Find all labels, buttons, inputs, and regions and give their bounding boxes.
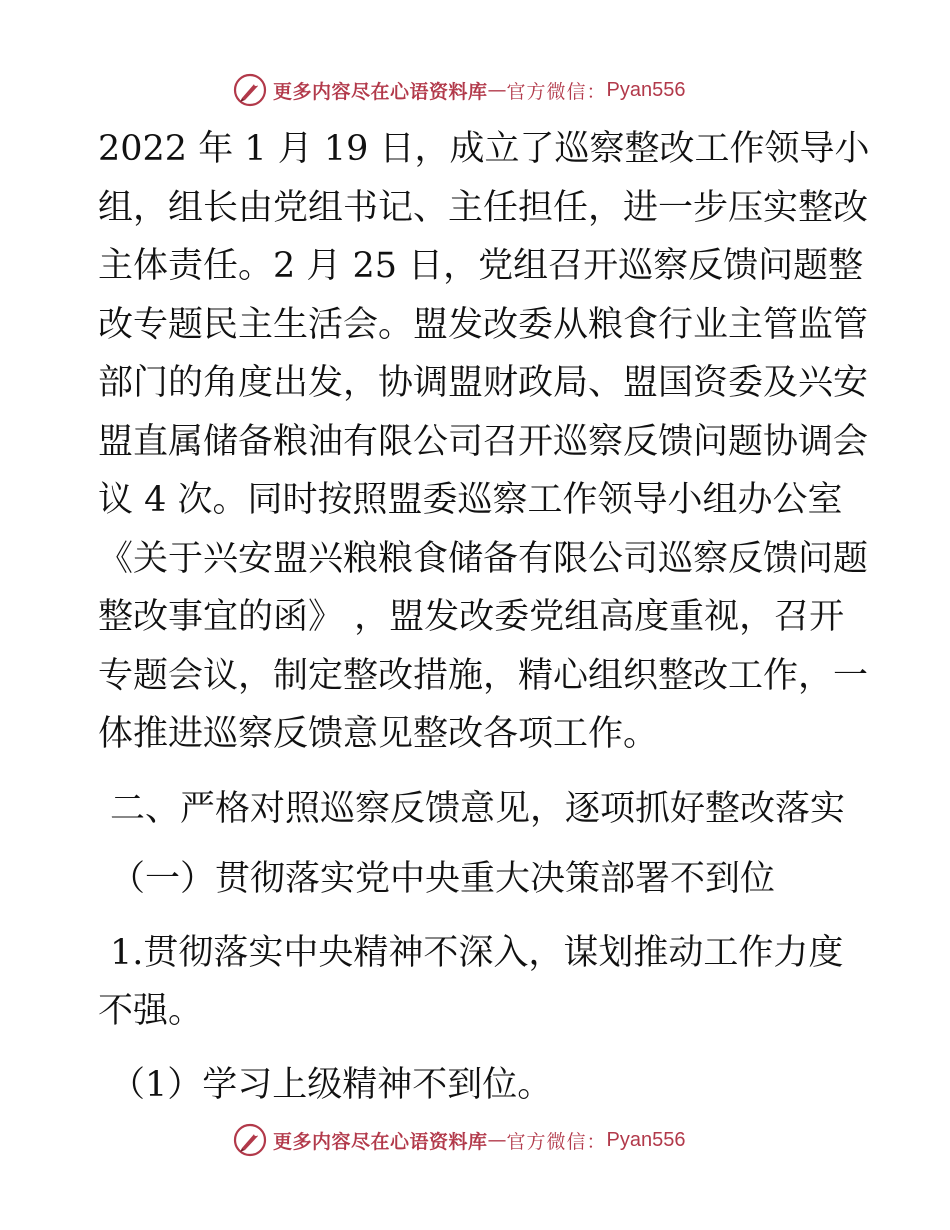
watermark-dash: — bbox=[487, 1129, 507, 1151]
paragraph-line: 盟直属储备粮油有限公司召开巡察反馈问题协调会 bbox=[98, 421, 869, 462]
watermark-wechat-label: 官方微信： bbox=[506, 1130, 607, 1153]
body-paragraph bbox=[98, 120, 870, 764]
watermark-wechat-id: Pyan556 bbox=[606, 1128, 686, 1151]
paragraph-line: 体推进巡察反馈意见整改各项工作。 bbox=[98, 714, 659, 754]
subsection-heading: （一）贯彻落实党中央重大决策部署不到位 bbox=[110, 859, 776, 899]
paragraph-line: 《关于兴安盟兴粮粮食储备有限公司巡察反馈问题 bbox=[98, 538, 869, 579]
item-heading-line-2: 不强。 bbox=[98, 991, 204, 1031]
paragraph-line: 主体责任。2 月 25 日，党组召开巡察反馈问题整 bbox=[98, 246, 864, 286]
paragraph-line: 整改事宜的函》 ，盟发改委党组高度重视，召开 bbox=[98, 597, 845, 637]
paragraph-line: 议 4 次。同时按照盟委巡察工作领导小组办公室 bbox=[98, 480, 843, 520]
subitem-heading: （1）学习上级精神不到位。 bbox=[110, 1065, 553, 1105]
paragraph-line: 改专题民主生活会。盟发改委从粮食行业主管监管 bbox=[98, 304, 869, 345]
paragraph-line: 组，组长由党组书记、主任担任，进一步压实整改 bbox=[98, 187, 869, 228]
watermark-wechat-label: 官方微信： bbox=[506, 80, 607, 103]
paragraph-line: 2022 年 1 月 19 日，成立了巡察整改工作领导小 bbox=[98, 129, 870, 169]
item-heading-line-1: 1.贯彻落实中央精神不深入，谋划推动工作力度 bbox=[110, 933, 844, 973]
watermark-text: 更多内容尽在心语资料库 bbox=[273, 80, 488, 103]
paragraph-line: 专题会议，制定整改措施，精心组织整改工作，一 bbox=[98, 655, 869, 696]
watermark-wechat-id: Pyan556 bbox=[606, 78, 686, 101]
watermark-dash: — bbox=[487, 79, 507, 101]
watermark-text: 更多内容尽在心语资料库 bbox=[273, 1130, 488, 1153]
paragraph-line: 部门的角度出发，协调盟财政局、盟国资委及兴安 bbox=[98, 363, 869, 403]
header-watermark bbox=[233, 72, 686, 108]
pen-circle-logo-icon bbox=[233, 73, 267, 107]
pen-circle-logo-icon bbox=[233, 1123, 267, 1157]
section-heading: 二、严格对照巡察反馈意见，逐项抓好整改落实 bbox=[110, 789, 846, 829]
footer-watermark bbox=[233, 1122, 686, 1158]
